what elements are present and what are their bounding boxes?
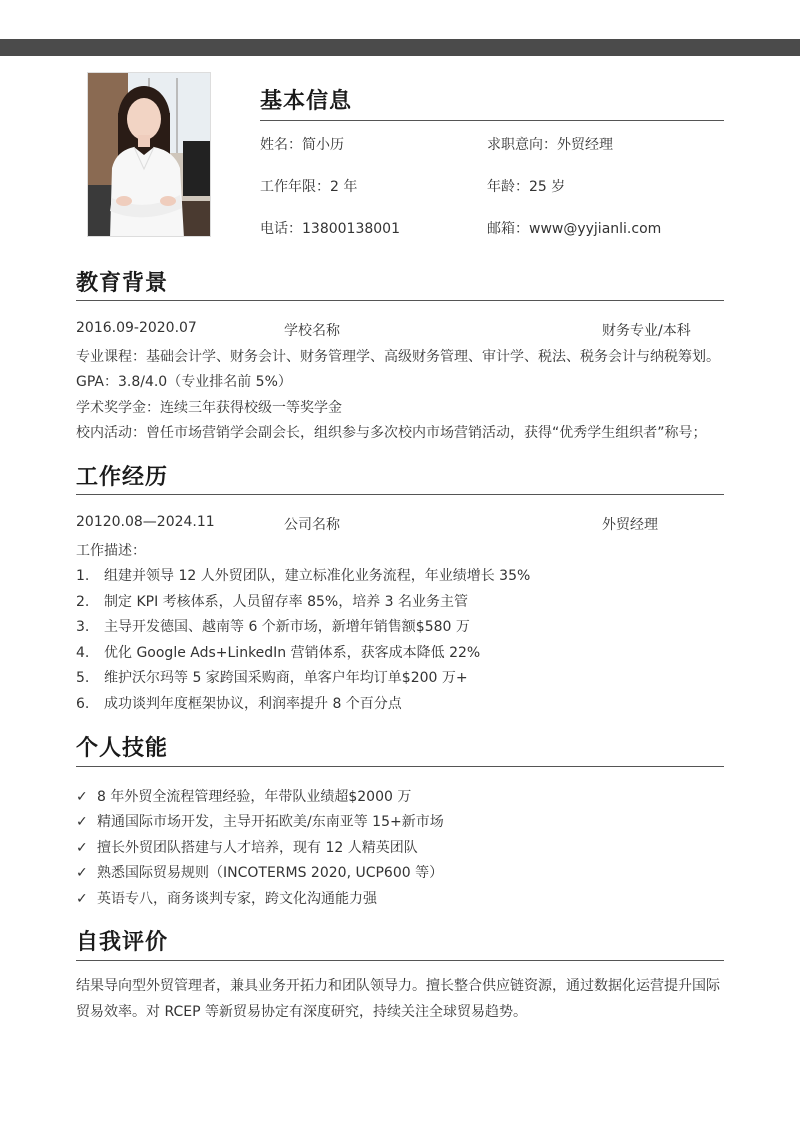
education-title: 教育背景 xyxy=(76,271,169,296)
work-item xyxy=(76,565,530,585)
education-divider xyxy=(76,300,724,301)
check-icon: ✓ xyxy=(76,789,88,805)
work-title: 工作经历 xyxy=(76,465,169,490)
check-icon: ✓ xyxy=(76,891,88,907)
skill-item xyxy=(76,888,377,908)
self-eval-text: 结果导向型外贸管理者，兼具业务开拓力和团队领导力。擅长整合供应链资源，通过数据化运营提升国际贸易效率。对 RCEP 等新贸易协定有深度研究，持续关注全球贸易趋势。 xyxy=(76,978,720,1020)
age-field: 年龄：25 岁 xyxy=(487,179,566,195)
skill-text: 英语专八，商务谈判专家，跨文化沟通能力强 xyxy=(97,891,377,907)
check-icon: ✓ xyxy=(76,840,88,856)
self-eval-divider xyxy=(76,960,724,961)
skills-title: 个人技能 xyxy=(76,736,169,761)
list-number: 5. xyxy=(76,670,90,686)
work-item xyxy=(76,642,480,662)
job-intent-field: 求职意向：外贸经理 xyxy=(487,137,613,153)
skill-item xyxy=(76,811,444,831)
major-degree: 财务专业/本科 xyxy=(602,323,691,339)
work-item xyxy=(76,591,468,611)
work-item xyxy=(76,667,468,687)
education-gpa: GPA：3.8/4.0（专业排名前 5%） xyxy=(76,374,292,390)
work-item xyxy=(76,693,402,713)
skill-text: 8 年外贸全流程管理经验，年带队业绩超$2000 万 xyxy=(97,789,412,805)
work-years-field: 工作年限：2 年 xyxy=(260,179,358,195)
list-number: 2. xyxy=(76,594,90,610)
check-icon: ✓ xyxy=(76,865,88,881)
list-text: 组建并领导 12 人外贸团队，建立标准化业务流程，年业绩增长 35% xyxy=(104,568,531,584)
skill-item xyxy=(76,862,443,882)
work-date: 20120.08—2024.11 xyxy=(76,514,215,530)
phone-field: 电话：13800138001 xyxy=(260,221,400,237)
list-number: 3. xyxy=(76,619,90,635)
name-field: 姓名：简小历 xyxy=(260,137,344,153)
education-activities: 校内活动：曾任市场营销学会副会长，组织参与多次校内市场营销活动，获得“优秀学生组织者”称号； xyxy=(76,425,707,441)
list-text: 制定 KPI 考核体系，人员留存率 85%，培养 3 名业务主管 xyxy=(104,594,469,610)
work-divider xyxy=(76,494,724,495)
company-name: 公司名称 xyxy=(284,517,340,533)
basic-info-title: 基本信息 xyxy=(260,89,353,114)
list-number: 1. xyxy=(76,568,90,584)
skill-item xyxy=(76,786,411,806)
list-text: 主导开发德国、越南等 6 个新市场，新增年销售额$580 万 xyxy=(104,619,470,635)
work-desc-label: 工作描述： xyxy=(76,543,146,559)
work-item xyxy=(76,616,470,636)
email-field: 邮箱：www@yyjianli.com xyxy=(487,221,662,237)
school-name: 学校名称 xyxy=(284,323,340,339)
list-number: 4. xyxy=(76,645,90,661)
education-date: 2016.09-2020.07 xyxy=(76,320,197,336)
list-number: 6. xyxy=(76,696,90,712)
work-position: 外贸经理 xyxy=(602,517,658,533)
education-courses: 专业课程：基础会计学、财务会计、财务管理学、高级财务管理、审计学、税法、税务会计与纳税筹划。 xyxy=(76,349,720,365)
self-eval-title: 自我评价 xyxy=(76,930,169,955)
top-header-bar xyxy=(0,39,800,56)
basic-info-divider xyxy=(260,120,724,121)
skill-text: 精通国际市场开发，主导开拓欧美/东南亚等 15+新市场 xyxy=(97,814,444,830)
list-text: 优化 Google Ads+LinkedIn 营销体系，获客成本降低 22% xyxy=(104,645,481,661)
skill-text: 熟悉国际贸易规则（INCOTERMS 2020, UCP600 等） xyxy=(97,865,444,881)
skills-divider xyxy=(76,766,724,767)
list-text: 成功谈判年度框架协议，利润率提升 8 个百分点 xyxy=(104,696,402,712)
profile-photo xyxy=(87,72,211,237)
skill-text: 擅长外贸团队搭建与人才培养，现有 12 人精英团队 xyxy=(97,840,418,856)
skill-item xyxy=(76,837,418,857)
check-icon: ✓ xyxy=(76,814,88,830)
list-text: 维护沃尔玛等 5 家跨国采购商，单客户年均订单$200 万+ xyxy=(104,670,468,686)
education-scholarship: 学术奖学金：连续三年获得校级一等奖学金 xyxy=(76,400,342,416)
